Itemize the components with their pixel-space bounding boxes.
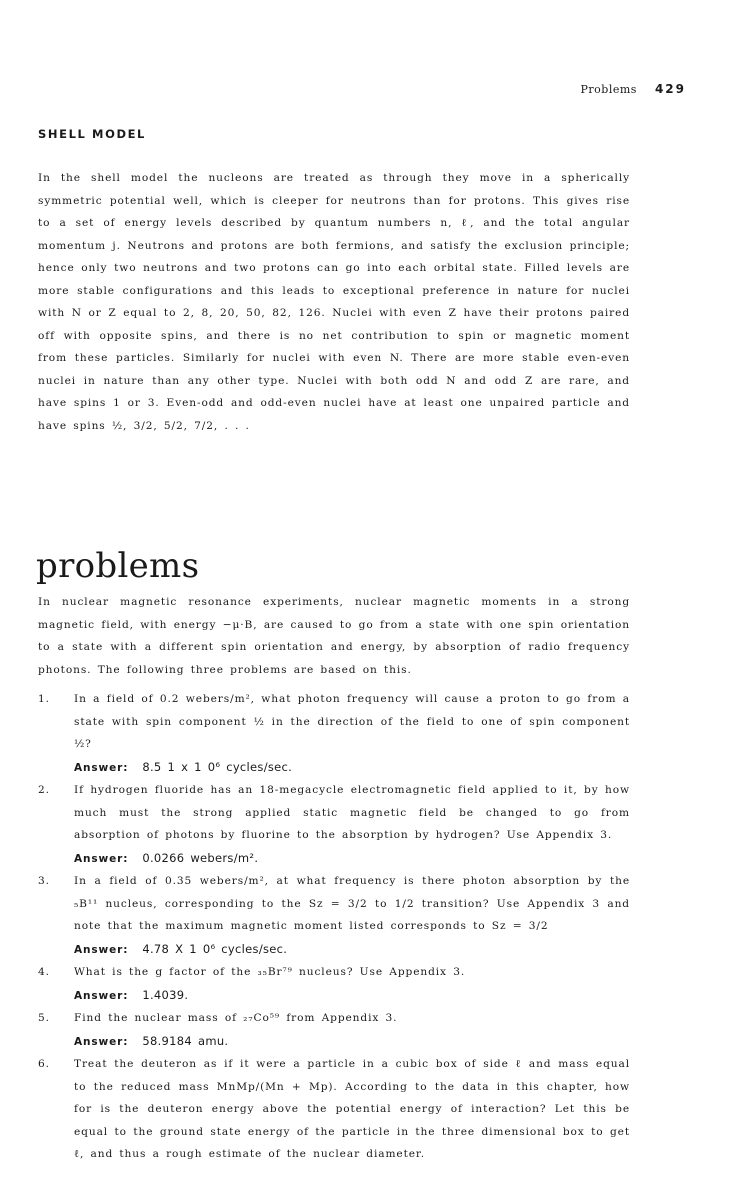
problem-number: 6. — [38, 1058, 50, 1070]
problem-text: What is the g factor of the ₃₅Br⁷⁹ nucleus? Use Appendix 3. — [74, 966, 466, 978]
answer-line — [74, 938, 630, 962]
problem-text: In a field of 0.2 webers/m², what photon frequency will cause a proton to go from a state with spin component ½ in the direction of the field to one of spin component ½? — [74, 693, 630, 750]
problem-number: 4. — [38, 966, 50, 978]
answer-label: Answer: — [74, 852, 129, 865]
answer-line — [74, 847, 630, 871]
answer-label: Answer: — [74, 761, 129, 774]
problem-item — [38, 779, 630, 870]
answer-value: 4.78 X 1 0⁶ cycles/sec. — [142, 941, 288, 956]
problem-number: 3. — [38, 875, 50, 887]
problem-number: 1. — [38, 693, 50, 705]
shell-model-heading: SHELL MODEL — [38, 127, 146, 141]
answer-value: 58.9184 amu. — [142, 1033, 229, 1048]
answer-value: 1.4039. — [142, 987, 189, 1002]
running-head — [581, 82, 687, 96]
problem-item — [38, 1053, 630, 1166]
problem-text: In a field of 0.35 webers/m², at what frequency is there photon absorption by the ₅B¹¹ nucleus, corresponding to the Sz = 3/2 to 1/2 transition? Use Appendix 3 and note that the maximum magnetic moment listed corresponds to Sz = 3/2 — [74, 875, 630, 932]
answer-value: 8.5 1 x 1 0⁶ cycles/sec. — [142, 759, 293, 774]
answer-label: Answer: — [74, 989, 129, 1002]
problem-text: Find the nuclear mass of ₂₇Co⁵⁹ from Appendix 3. — [74, 1012, 398, 1024]
running-title: Problems — [580, 83, 637, 96]
answer-value: 0.0266 webers/m². — [142, 850, 259, 865]
problem-list — [38, 688, 630, 1166]
problem-item — [38, 688, 630, 779]
problem-text: Treat the deuteron as if it were a particle in a cubic box of side ℓ and mass equal to the reduced mass MnMp/(Mn + Mp). According to the data in this chapter, how for is the deuteron energy above the potential energy of interaction? Let this be equal to the ground state energy of the particle in the three dimensional box to get ℓ, and thus a rough estimate of the nuclear diameter. — [74, 1058, 630, 1160]
answer-line — [74, 984, 630, 1008]
answer-line — [74, 1030, 630, 1054]
answer-line — [74, 756, 630, 780]
problem-item — [38, 961, 630, 1007]
answer-label: Answer: — [74, 943, 129, 956]
problem-number: 2. — [38, 784, 50, 796]
answer-label: Answer: — [74, 1035, 129, 1048]
problem-text: If hydrogen fluoride has an 18-megacycle electromagnetic field applied to it, by how much must the strong applied static magnetic field be changed to go from absorption of photons by fluorine to the absorption by hydrogen? Use Appendix 3. — [74, 784, 630, 841]
problems-title: problems — [36, 546, 200, 587]
page-number: 429 — [654, 82, 686, 96]
problem-number: 5. — [38, 1012, 50, 1024]
problems-intro: In nuclear magnetic resonance experiments, nuclear magnetic moments in a strong magnetic field, with energy −μ·B, are caused to go from a state with one spin orientation to a state with a different spin orientation and energy, by absorption of radio frequency photons. The following three problems are based on this. — [38, 596, 630, 676]
problem-item — [38, 1007, 630, 1053]
shell-model-paragraph: In the shell model the nucleons are treated as through they move in a spherically symmetric potential well, which is cleeper for neutrons than for protons. This gives rise to a set of energy levels described by quantum numbers n, ℓ, and the total angular momentum j. Neutrons and protons are both fermions, and satisfy the exclusion principle; hence only two neutrons and two protons can go into each orbital state. Filled levels are more stable configurations and this leads to exceptional preference in nature for nuclei with N or Z equal to 2, 8, 20, 50, 82, 126. Nuclei with even Z have their protons paired off with opposite spins, and there is no net contribution to spin or magnetic moment from these particles. Similarly for nuclei with even N. There are more stable even-even nuclei in nature than any other type. Nuclei with both odd N and odd Z are rare, and have spins 1 or 3. Even-odd and odd-even nuclei have at least one unpaired particle and have spins ½, 3/2, 5/2, 7/2, . . . — [38, 172, 630, 432]
problem-item — [38, 870, 630, 961]
